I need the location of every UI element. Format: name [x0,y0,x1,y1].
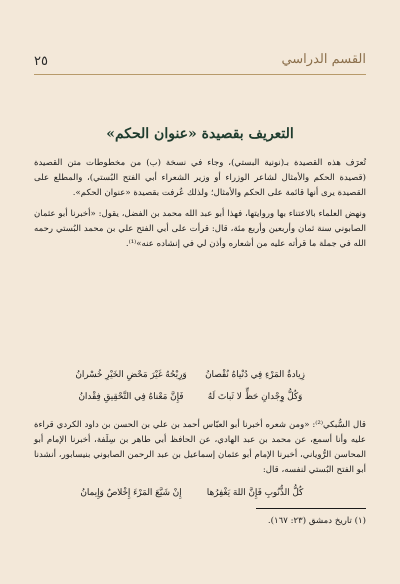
page-number: ٢٥ [34,54,48,69]
footnote-separator [256,508,366,509]
page-header [34,50,366,75]
paragraph: تُعرَف هذه القصيدة بـ(نونية البستي)، وجاء في نسخة (ب) من مخطوطات متن القصيدة (قصيدة الحكم والأمثال لشاعر الوزراء أو وزير الشعراء أبي الفتح البُستي)، والمطلع على القصيدة يرى أنها قائمة على الحكم والأمثال؛ ولذلك عُرفت بقصيدة «عنوان الحكم». [34,158,366,198]
main-text [34,156,366,257]
verse-row [34,488,366,506]
paragraph: ونهض العلماء بالاعتناء بها وروايتها، فهذا أبو عبد الله محمد بن الفضل، يقول: «أخبرنا أبو عثمان الصابوني سنة ثمان وأربعين وأربع مئة، قال: قرأت على أبي الفتح علي بن محمد البُستي رحمه الله في جملة ما قرأته عليه من أشعاره وأذن لي في إنشاده عنه»⁽¹⁾. [34,208,366,249]
verse-hemistich-right: كُلُّ الذُّنُوبِ فَإِنَّ اللهَ يَغْفِرُها [206,488,304,498]
verse-hemistich-right: زِيادةُ المَرْءِ فِي دُنْياهُ نُقْصانُ [205,370,305,380]
verse-hemistich-left: إِنْ شَيَّعَ المَرْءَ إِخْلاصٌ وَإِيمانُ [80,488,182,498]
verse-hemistich-left: وَرِبْحُهُ غَيْرَ مَحْضِ الخَيْرِ خُسْرانُ [75,370,187,380]
paragraph: قال السُّبكي⁽²⁾: «ومن شعره أخبرنا أبو العبّاس أحمد بن علي بن الحسن بن داود الكردي قراءة عليه وأنا أسمع، عن محمد بن عبد الهادي، عن الحافظ أبي طاهر بن سِلَفة، أخبرنا الإمام أبو المحاسن الرُّوياني، أخبرنا الإمام أبو عثمان إسماعيل بن عبد الرحمن الصابوني بنيسابور، أنشدنا أبو الفتح البُستي لنفسه، قال: [34,420,366,475]
running-head: القسم الدراسي [281,52,366,67]
main-text-continued [34,418,366,484]
verse-hemistich-left: فَإِنَّ مَعْناهُ فِي التَّحْقِيقِ فِقْدانُ [78,392,184,402]
verse-row [34,370,366,388]
section-title: التعريف بقصيدة «عنوان الحكم» [106,126,294,142]
verse-hemistich-right: وَكُلُّ وِجْدانِ حَظٍّ لا ثَباتَ لَهُ [207,392,303,402]
footnote: (١) تاريخ دمشق (٢٣: ١٦٧). [267,516,366,526]
verse-row [34,392,366,410]
verse-block [34,370,366,412]
